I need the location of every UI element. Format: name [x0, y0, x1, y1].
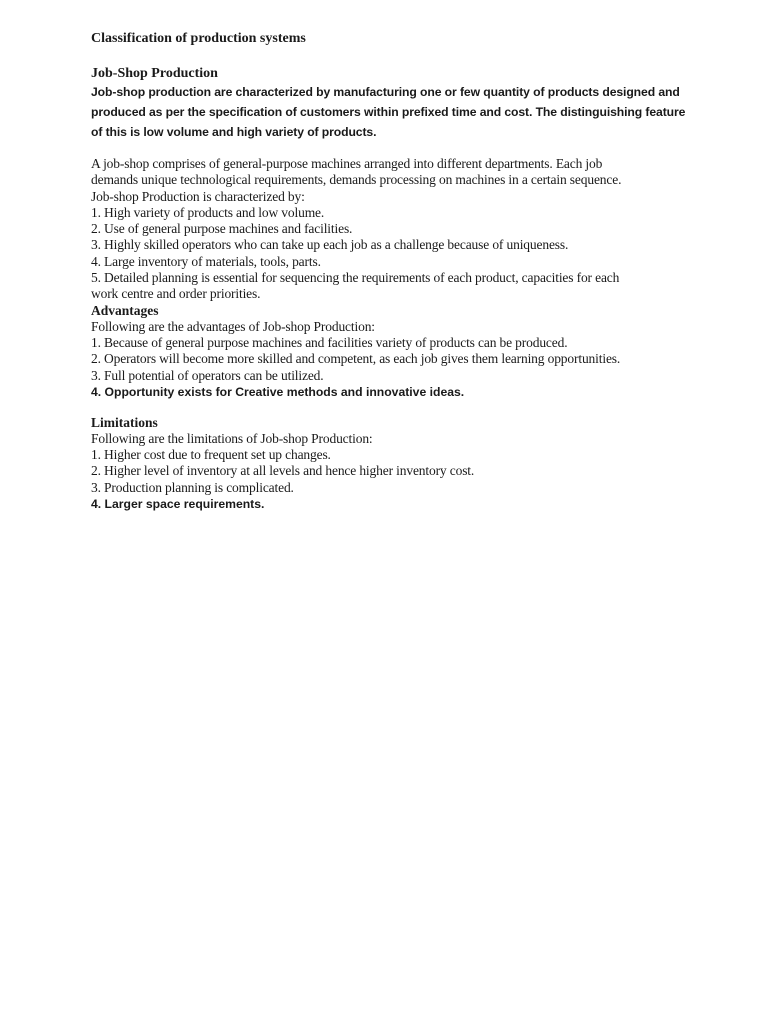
section-heading: Job-Shop Production	[91, 66, 218, 81]
intro-line: produced as per the specification of customers within prefixed time and cost. The distinguishing feature	[91, 105, 686, 119]
advantages-heading: Advantages	[91, 302, 159, 318]
advantages-intro: Following are the advantages of Job-shop Production:	[91, 318, 375, 334]
intro-line: of this is low volume and high variety of products.	[91, 125, 377, 139]
document-title: Classification of production systems	[91, 31, 306, 46]
limitations-last-item: 4. Larger space requirements.	[91, 497, 265, 512]
intro-paragraph	[91, 82, 691, 142]
advantages-list	[91, 335, 691, 384]
list-item: 2. Operators will become more skilled and competent, as each job gives them learning opportunities.	[91, 351, 621, 367]
limitations-heading: Limitations	[91, 414, 158, 430]
characteristics-list	[91, 205, 691, 303]
list-item: work centre and order priorities.	[91, 286, 261, 302]
list-item: 5. Detailed planning is essential for sequencing the requirements of each product, capacities for each	[91, 270, 620, 286]
list-item: 2. Use of general purpose machines and facilities.	[91, 221, 353, 237]
list-item: 3. Production planning is complicated.	[91, 479, 294, 495]
limitations-list	[91, 447, 691, 496]
list-item: 1. Higher cost due to frequent set up changes.	[91, 447, 331, 463]
limitations-intro: Following are the limitations of Job-shop Production:	[91, 430, 373, 446]
list-item: 2. Higher level of inventory at all levels and hence higher inventory cost.	[91, 463, 475, 479]
list-item: 1. High variety of products and low volume.	[91, 204, 325, 220]
body-line: A job-shop comprises of general-purpose machines arranged into different departments. Each job	[91, 156, 603, 171]
list-item: 4. Large inventory of materials, tools, parts.	[91, 253, 321, 269]
list-item: 1. Because of general purpose machines and facilities variety of products can be produced.	[91, 334, 568, 350]
body-paragraph	[91, 156, 691, 205]
list-item: 3. Full potential of operators can be utilized.	[91, 367, 324, 383]
intro-line: Job-shop production are characterized by manufacturing one or few quantity of products designed and	[91, 85, 680, 99]
spacer	[91, 401, 691, 415]
list-item: 3. Highly skilled operators who can take up each job as a challenge because of uniqueness.	[91, 237, 569, 253]
advantages-last-item: 4. Opportunity exists for Creative methods and innovative ideas.	[91, 384, 465, 399]
body-line: Job-shop Production is characterized by:	[91, 188, 305, 204]
body-line: demands unique technological requirements, demands processing on machines in a certain sequence.	[91, 172, 622, 188]
document-body	[91, 30, 691, 513]
